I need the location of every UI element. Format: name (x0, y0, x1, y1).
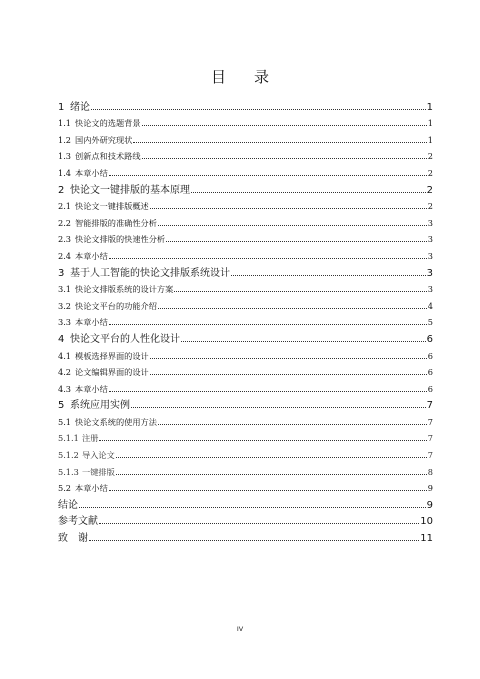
table-of-contents (58, 95, 433, 543)
toc-dot-leader (231, 275, 426, 276)
toc-entry-number: 5.1.2 (58, 450, 79, 461)
toc-entry[interactable] (58, 410, 433, 427)
toc-entry[interactable] (58, 327, 433, 344)
toc-entry[interactable] (58, 311, 433, 328)
toc-entry-number: 2.3 (58, 234, 72, 245)
toc-entry-number: 4.2 (58, 367, 72, 378)
toc-dot-leader (89, 540, 419, 541)
toc-entry-page: 6 (427, 367, 433, 378)
toc-entry-page: 1 (426, 101, 433, 113)
title-char-2: 录 (254, 68, 270, 86)
toc-entry-title: 本章小结 (75, 250, 108, 261)
toc-dot-leader (150, 374, 427, 375)
toc-entry[interactable] (58, 294, 433, 311)
toc-entry-page: 8 (427, 466, 433, 477)
toc-dot-leader (181, 341, 426, 342)
toc-entry-number: 1.2 (58, 134, 72, 145)
toc-entry-number: 5 (58, 400, 65, 412)
toc-entry[interactable] (58, 510, 433, 527)
toc-entry-title: 快论文的选题背景 (75, 118, 141, 129)
toc-dot-leader (150, 358, 427, 359)
toc-dot-leader (116, 474, 427, 475)
toc-dot-leader (191, 192, 426, 193)
toc-entry-number: 1.1 (58, 118, 72, 129)
page-number: IV (236, 625, 244, 633)
toc-entry[interactable] (58, 161, 433, 178)
toc-entry-title: 国内外研究现状 (75, 134, 133, 145)
toc-entry-page: 3 (427, 284, 433, 295)
toc-entry-number: 1.4 (58, 167, 72, 178)
toc-entry-page: 4 (427, 300, 433, 311)
toc-entry[interactable] (58, 178, 433, 195)
toc-entry-page: 3 (427, 250, 433, 261)
toc-entry-title: 快论文一键排版的基本原理 (70, 184, 190, 196)
toc-entry-page: 7 (426, 400, 433, 412)
toc-entry-page: 2 (426, 184, 433, 196)
toc-entry-title: 本章小结 (75, 167, 108, 178)
toc-entry[interactable] (58, 128, 433, 145)
toc-entry-page: 9 (426, 499, 433, 511)
toc-entry[interactable] (58, 493, 433, 510)
toc-entry-page: 10 (420, 516, 433, 528)
toc-entry-title: 模板选择界面的设计 (75, 350, 149, 361)
toc-entry-number: 3 (58, 267, 65, 279)
toc-entry-number: 4.1 (58, 350, 72, 361)
toc-entry-number: 3.2 (58, 300, 72, 311)
toc-entry-number: 3.1 (58, 284, 72, 295)
toc-entry-page: 2 (427, 151, 433, 162)
toc-entry[interactable] (58, 278, 433, 295)
toc-entry[interactable] (58, 195, 433, 212)
toc-entry-title: 注册 (82, 433, 99, 444)
toc-dot-leader (79, 507, 426, 508)
toc-entry-page: 3 (427, 234, 433, 245)
page-title (0, 66, 480, 87)
toc-entry-page: 7 (427, 416, 433, 427)
toc-entry-title: 基于人工智能的快论文排版系统设计 (70, 267, 230, 279)
toc-dot-leader (109, 324, 427, 325)
toc-entry-number: 2.1 (58, 201, 72, 212)
toc-dot-leader (166, 241, 427, 242)
toc-entry-number: 1.3 (58, 151, 72, 162)
toc-dot-leader (142, 125, 427, 126)
toc-entry-number: 2 (58, 184, 65, 196)
toc-entry[interactable] (58, 460, 433, 477)
toc-entry[interactable] (58, 112, 433, 129)
toc-dot-leader (174, 291, 427, 292)
toc-dot-leader (109, 175, 427, 176)
toc-entry-page: 11 (420, 533, 433, 545)
title-char-1: 目 (210, 68, 226, 86)
toc-entry[interactable] (58, 443, 433, 460)
toc-entry-number: 4.3 (58, 383, 72, 394)
toc-entry[interactable] (58, 228, 433, 245)
toc-entry-page: 2 (427, 201, 433, 212)
toc-entry-number: 5.1 (58, 416, 72, 427)
toc-entry-title: 参考文献 (58, 516, 98, 528)
toc-entry-title: 系统应用实例 (70, 400, 130, 412)
toc-entry-number: 3.3 (58, 317, 72, 328)
toc-entry[interactable] (58, 261, 433, 278)
toc-dot-leader (158, 225, 427, 226)
toc-entry-page: 3 (426, 267, 433, 279)
toc-entry[interactable] (58, 477, 433, 494)
toc-entry-number: 1 (58, 101, 65, 113)
toc-entry[interactable] (58, 361, 433, 378)
toc-entry-page: 6 (426, 333, 433, 345)
toc-dot-leader (158, 424, 427, 425)
toc-entry[interactable] (58, 377, 433, 394)
toc-dot-leader (116, 457, 427, 458)
toc-entry[interactable] (58, 394, 433, 411)
toc-entry-number: 5.1.1 (58, 433, 79, 444)
toc-entry-page: 1 (427, 118, 433, 129)
toc-entry-page: 3 (427, 217, 433, 228)
toc-entry-number: 2.2 (58, 217, 72, 228)
toc-entry-title: 结论 (58, 499, 78, 511)
toc-entry-page: 9 (427, 483, 433, 494)
toc-entry[interactable] (58, 211, 433, 228)
toc-dot-leader (91, 109, 426, 110)
toc-dot-leader (109, 490, 427, 491)
toc-entry-page: 2 (427, 167, 433, 178)
toc-dot-leader (99, 440, 426, 441)
toc-entry-title: 一键排版 (82, 466, 115, 477)
toc-entry[interactable] (58, 145, 433, 162)
toc-dot-leader (99, 523, 419, 524)
toc-dot-leader (109, 391, 427, 392)
toc-entry-title: 快论文系统的使用方法 (75, 416, 157, 427)
toc-dot-leader (109, 258, 427, 259)
toc-entry-title: 致 谢 (58, 533, 88, 545)
toc-entry-title: 快论文一键排版概述 (75, 201, 149, 212)
toc-entry-title: 论文编辑界面的设计 (75, 367, 149, 378)
toc-entry-page: 6 (427, 350, 433, 361)
toc-entry-title: 智能排版的准确性分析 (75, 217, 157, 228)
toc-entry-title: 快论文排版系统的设计方案 (75, 284, 174, 295)
toc-entry-number: 2.4 (58, 250, 72, 261)
toc-entry-title: 创新点和技术路线 (75, 151, 141, 162)
toc-entry-page: 6 (427, 383, 433, 394)
toc-entry-page: 5 (427, 317, 433, 328)
toc-entry-title: 快论文平台的人性化设计 (70, 333, 180, 345)
toc-entry-title: 导入论文 (82, 450, 115, 461)
toc-entry[interactable] (58, 244, 433, 261)
toc-entry-title: 快论文平台的功能介绍 (75, 300, 157, 311)
toc-entry[interactable] (58, 344, 433, 361)
toc-entry-page: 7 (427, 450, 433, 461)
toc-dot-leader (131, 407, 426, 408)
toc-entry-title: 本章小结 (75, 383, 108, 394)
toc-entry[interactable] (58, 95, 433, 112)
toc-entry-page: 1 (427, 134, 433, 145)
toc-entry-title: 本章小结 (75, 317, 108, 328)
toc-entry[interactable] (58, 526, 433, 543)
toc-entry-title: 快论文排版的快速性分析 (75, 234, 166, 245)
toc-entry-title: 绪论 (70, 101, 90, 113)
toc-entry-page: 7 (427, 433, 433, 444)
toc-dot-leader (133, 142, 426, 143)
toc-entry[interactable] (58, 427, 433, 444)
toc-dot-leader (142, 158, 427, 159)
toc-dot-leader (158, 308, 427, 309)
toc-entry-title: 本章小结 (75, 483, 108, 494)
toc-entry-number: 5.1.3 (58, 466, 79, 477)
toc-entry-number: 4 (58, 333, 65, 345)
toc-dot-leader (150, 208, 427, 209)
toc-entry-number: 5.2 (58, 483, 72, 494)
